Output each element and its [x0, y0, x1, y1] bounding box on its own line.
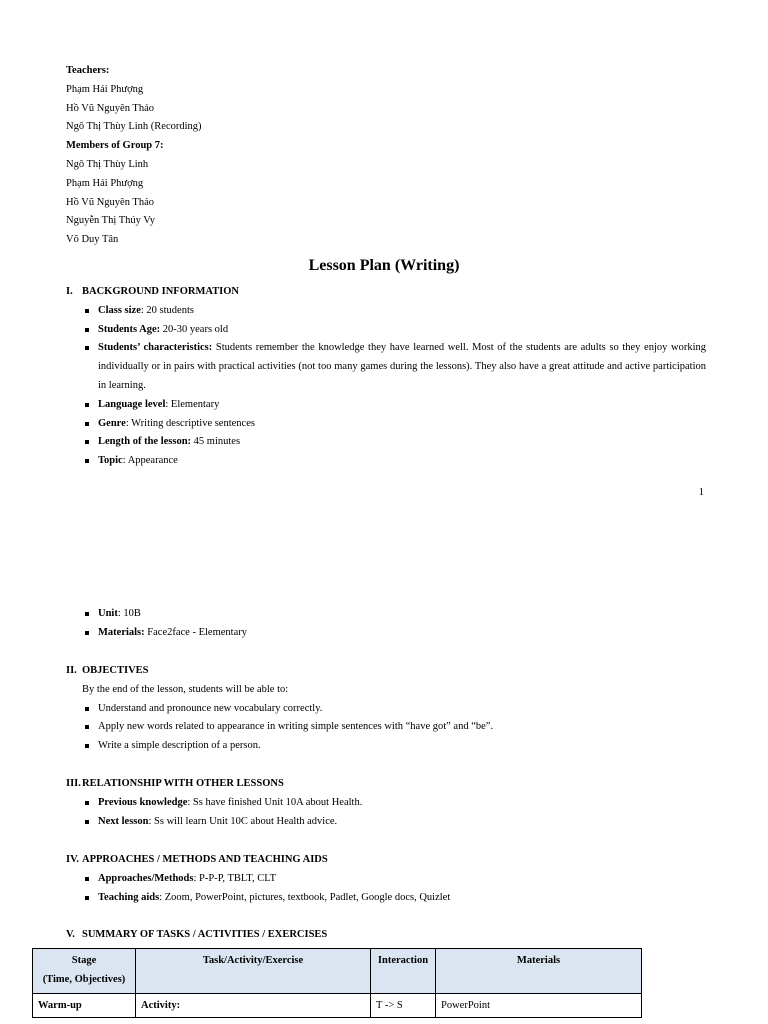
item-text: Ss have finished Unit 10A about Health.: [192, 796, 363, 808]
section-summary: [66, 926, 706, 945]
objectives-intro: By the end of the lesson, students will be able to:: [82, 683, 289, 695]
section-number: IV.: [66, 854, 79, 865]
item-label: Students Age:: [98, 323, 161, 335]
group-member-name: Võ Duy Tân: [66, 234, 119, 246]
item-label: Students’ characteristics:: [98, 342, 213, 354]
section-approaches: [66, 851, 706, 907]
section-title: OBJECTIVES: [82, 665, 149, 676]
section-title: RELATIONSHIP WITH OTHER LESSONS: [82, 778, 284, 789]
teachers-heading: Teachers:: [66, 65, 110, 76]
cell-task: Activity:: [136, 993, 371, 1017]
list-item: Approaches/Methods: P-P-P, TBLT, CLT: [66, 870, 706, 889]
item-text: 20-30 years old: [162, 323, 229, 335]
item-text: Writing descriptive sentences: [131, 417, 255, 429]
section-number: V.: [66, 929, 75, 940]
section-number: I.: [66, 286, 73, 297]
section-number: II.: [66, 665, 77, 676]
section-heading: [66, 283, 706, 302]
item-text: Elementary: [170, 398, 220, 410]
group-member-name: Ngô Thị Thùy Linh: [66, 158, 149, 170]
list-item: Topic: Appearance: [66, 452, 706, 471]
item-text: 45 minutes: [193, 436, 241, 448]
list-item: Write a simple description of a person.: [66, 737, 706, 756]
list-item: [66, 339, 706, 395]
section-background: [66, 283, 706, 471]
list-item: [66, 433, 706, 452]
column-header-materials: Materials: [436, 949, 642, 994]
section-heading: [66, 775, 706, 794]
item-text: Zoom, PowerPoint, pictures, textbook, Padlet, Google docs, Quizlet: [164, 891, 451, 903]
teacher-name: Hồ Vũ Nguyên Thảo: [66, 102, 154, 114]
list-item: Unit: 10B: [66, 605, 706, 624]
document-title: Lesson Plan (Writing): [308, 257, 460, 274]
section-title: SUMMARY OF TASKS / ACTIVITIES / EXERCISES: [82, 929, 328, 940]
item-label: Unit: [98, 608, 118, 619]
item-text: 10B: [123, 608, 141, 619]
cell-interaction: T -> S: [371, 993, 436, 1017]
teacher-name: Phạm Hải Phượng: [66, 83, 144, 95]
section-heading: [66, 662, 706, 681]
item-text: P-P-P, TBLT, CLT: [199, 872, 277, 884]
section-heading: [66, 851, 706, 870]
teacher-name: Ngô Thị Thùy Linh (Recording): [66, 121, 202, 133]
item-label: Next lesson: [98, 815, 149, 827]
group-member-name: Hồ Vũ Nguyên Thảo: [66, 196, 154, 208]
teachers-block: [66, 62, 706, 250]
table-header-row: [33, 949, 642, 994]
item-label: Class size: [98, 304, 141, 316]
list-item: Class size: 20 students: [66, 302, 706, 321]
column-header-interaction: Interaction: [371, 949, 436, 994]
cell-materials: PowerPoint: [436, 993, 642, 1017]
list-item: Next lesson: Ss will learn Unit 10C about Health advice.: [66, 813, 706, 832]
item-label: Teaching aids: [98, 891, 160, 903]
section-heading: [66, 926, 706, 945]
item-label: Length of the lesson:: [98, 436, 192, 448]
group-member-name: Nguyễn Thị Thúy Vy: [66, 215, 155, 227]
section-title: APPROACHES / METHODS AND TEACHING AIDS: [82, 854, 328, 865]
column-header-stage: Stage (Time, Objectives): [33, 949, 136, 994]
section-objectives: [66, 662, 706, 756]
group-heading: Members of Group 7:: [66, 140, 164, 152]
item-label: Materials:: [98, 626, 145, 638]
list-item: Previous knowledge: Ss have finished Unit 10A about Health.: [66, 794, 706, 813]
section-number: III.: [66, 778, 81, 789]
section-relationship: [66, 775, 706, 831]
section-background-continued: [66, 605, 706, 643]
page-number: 1: [698, 487, 704, 498]
list-item: Understand and pronounce new vocabulary correctly.: [66, 700, 706, 719]
cell-stage: Warm-up: [33, 993, 136, 1017]
item-text: Appearance: [127, 455, 178, 467]
column-header-task: Task/Activity/Exercise: [136, 949, 371, 994]
item-label: Language level: [98, 398, 166, 410]
group-member-name: Phạm Hải Phượng: [66, 177, 144, 189]
list-item: Genre: Writing descriptive sentences: [66, 415, 706, 434]
section-title: BACKGROUND INFORMATION: [82, 286, 240, 297]
item-text: Ss will learn Unit 10C about Health advice.: [154, 815, 338, 827]
summary-table: [32, 948, 642, 1018]
item-label: Approaches/Methods: [98, 872, 194, 884]
list-item: [66, 624, 706, 643]
list-item: Language level: Elementary: [66, 396, 706, 415]
item-label: Topic: [98, 455, 123, 467]
list-item: Apply new words related to appearance in writing simple sentences with “have got” and “be”.: [66, 718, 706, 737]
table-row: [33, 993, 642, 1017]
list-item: Teaching aids: Zoom, PowerPoint, pictures, textbook, Padlet, Google docs, Quizlet: [66, 889, 706, 908]
item-label: Previous knowledge: [98, 796, 188, 808]
item-label: Genre: [98, 417, 126, 429]
item-text: Students remember the knowledge they have learned well. Most of the students are adults so they enjoy working individually or in pairs with practical activities (not too many games during the lessons). They also have a great attitude and active participation in learning.: [98, 342, 706, 391]
item-text: Face2face - Elementary: [147, 626, 247, 638]
item-text: 20 students: [146, 304, 194, 316]
list-item: [66, 321, 706, 340]
